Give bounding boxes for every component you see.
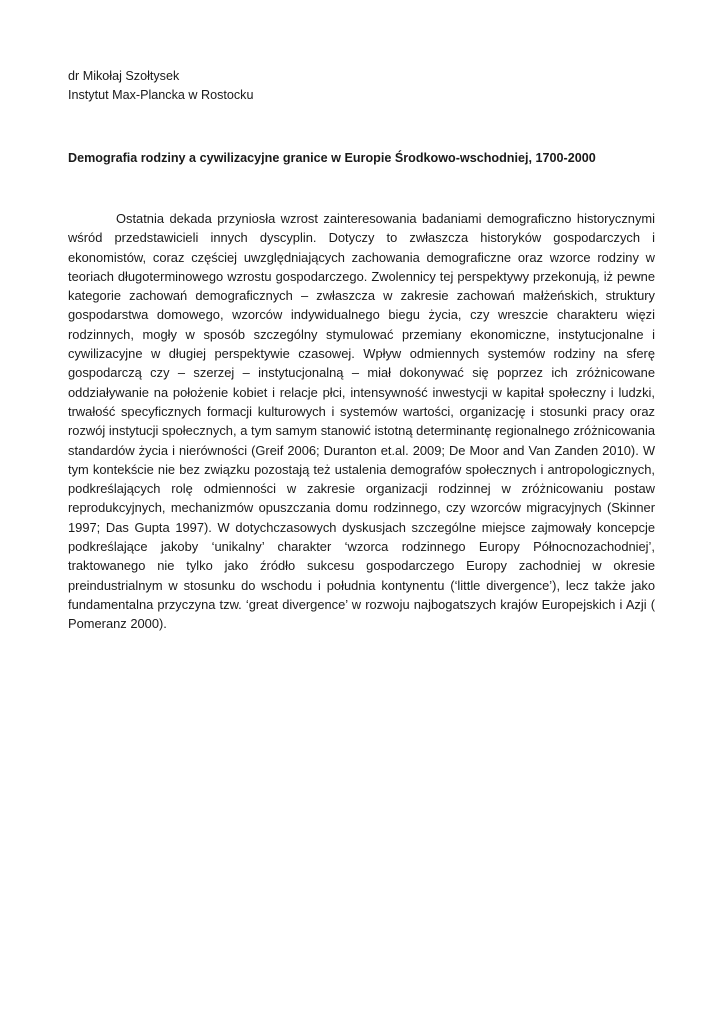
author-affiliation: Instytut Max-Plancka w Rostocku	[68, 88, 254, 102]
author-block	[68, 67, 658, 105]
author-name: dr Mikołaj Szołtysek	[68, 69, 180, 83]
body-paragraph: Ostatnia dekada przyniosła wzrost zainteresowania badaniami demograficzno historycznymi wśród przedstawicieli innych dyscyplin. Dotyczy to zwłaszcza historyków gospodarczych i ekonomistów, coraz częściej uwzględniających zachowania demograficzne oraz wzorce rodziny w teoriach długoterminowego wzrostu gospodarczego. Zwolennicy tej perspektywy przekonują, iż pewne kategorie zachowań demograficznych – zwłaszcza w zakresie zachowań małżeńskich, struktury gospodarstwa domowego, wzorców indywidualnego biegu życia, czy wreszcie charakteru więzi rodzinnych, mogły w sposób szczególny stymulować przemiany ekonomiczne, instytucjonalne i cywilizacyjne w długiej perspektywie czasowej. Wpływ odmiennych systemów rodziny na sferę gospodarczą czy – szerzej – instytucjonalną – miał dokonywać się poprzez ich zróżnicowane oddziaływanie na położenie kobiet i relacje płci, intensywność inwestycji w kapitał społeczny i ludzki, trwałość specyficznych formacji kulturowych i systemów wartości, organizację i stosunki pracy oraz rozwój instytucji społecznych, a tym samym stanowić istotną determinantę regionalnego zróżnicowania standardów życia i nierówności (Greif 2006; Duranton et.al. 2009; De Moor and Van Zanden 2010). W tym kontekście nie bez związku pozostają też ustalenia demografów społecznych i antropologicznych, podkreślających rolę odmienności w zakresie organizacji rodzinnej w zróżnicowaniu postaw reprodukcyjnych, mechanizmów opuszczania domu rodzinnego, czy wzorców migracyjnych (Skinner 1997; Das Gupta 1997). W dotychczasowych dyskusjach szczególne miejsce zajmowały koncepcje podkreślające jakoby ‘unikalny’ charakter ‘wzorca rodzinnego Europy Północnozachodniej’, traktowanego nie tylko jako źródło sukcesu gospodarczego Europy zachodniej w okresie preindustrialnym w stosunku do wschodu i południa kontynentu (‘little divergence’), lecz także jako fundamentalna przyczyna tzw. ‘great divergence’ w rozwoju najbogatszych krajów Europejskich i Azji ( Pomeranz 2000).	[68, 211, 655, 632]
document-title: Demografia rodziny a cywilizacyjne granice w Europie Środkowo-wschodniej, 1700-2000	[68, 151, 596, 165]
